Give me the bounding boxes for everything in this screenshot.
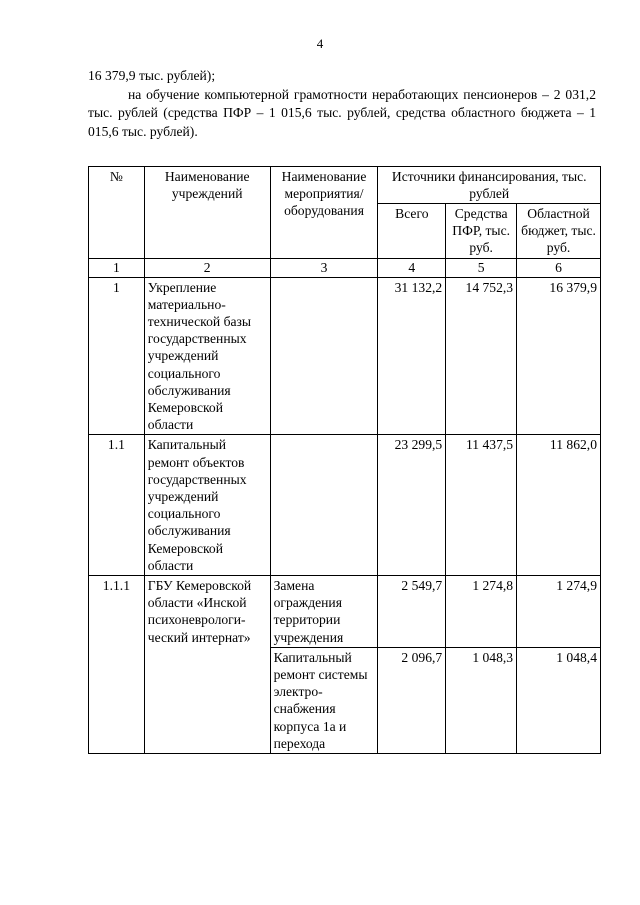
table-row — [89, 576, 601, 648]
intro-line: 16 379,9 тыс. рублей); — [88, 68, 216, 83]
column-number-row — [89, 258, 601, 277]
row-event — [270, 435, 378, 576]
row-num: 1.1.1 — [89, 576, 145, 754]
row-event — [270, 277, 378, 435]
table-row — [89, 435, 601, 576]
row-total: 2 096,7 — [378, 647, 446, 753]
header-regional: Областной бюджет, тыс. руб. — [517, 204, 601, 259]
header-event: Наименование мероприятия/ оборудования — [270, 167, 378, 259]
header-institution: Наименование учреждений — [144, 167, 270, 259]
row-num: 1 — [89, 277, 145, 435]
row-pfr: 14 752,3 — [446, 277, 517, 435]
row-regional: 1 048,4 — [517, 647, 601, 753]
financing-table — [88, 166, 601, 754]
row-total: 31 132,2 — [378, 277, 446, 435]
header-row — [89, 167, 601, 204]
intro-text — [88, 67, 596, 141]
intro-paragraph: на обучение компьютерной грамотности неработающих пенсионеров – 2 031,2 тыс. рублей (средства ПФР – 1 015,6 тыс. рублей, средства областного бюджета – 1 015,6 тыс. рублей). — [88, 86, 596, 139]
row-regional: 16 379,9 — [517, 277, 601, 435]
column-number: 3 — [270, 258, 378, 277]
column-number: 6 — [517, 258, 601, 277]
row-pfr: 1 048,3 — [446, 647, 517, 753]
column-number: 2 — [144, 258, 270, 277]
page-number: 4 — [316, 36, 324, 51]
header-sources: Источники финансирования, тыс. рублей — [378, 167, 601, 204]
header-pfr: Средства ПФР, тыс. руб. — [446, 204, 517, 259]
column-number: 4 — [378, 258, 446, 277]
row-num: 1.1 — [89, 435, 145, 576]
row-institution: Укрепление материально-технической базы государственных учреждений социального обслуживания Кемеровской области — [144, 277, 270, 435]
row-pfr: 11 437,5 — [446, 435, 517, 576]
row-total: 23 299,5 — [378, 435, 446, 576]
column-number: 5 — [446, 258, 517, 277]
row-regional: 11 862,0 — [517, 435, 601, 576]
header-num: № — [89, 167, 145, 259]
row-institution: ГБУ Кемеровской области «Инской психоневрологи-ческий интернат» — [144, 576, 270, 754]
header-total: Всего — [378, 204, 446, 259]
row-event: Замена ограждения территории учреждения — [270, 576, 378, 648]
column-number: 1 — [89, 258, 145, 277]
row-pfr: 1 274,8 — [446, 576, 517, 648]
row-regional: 1 274,9 — [517, 576, 601, 648]
row-event: Капитальный ремонт системы электро-снабжения корпуса 1а и перехода — [270, 647, 378, 753]
table-row — [89, 277, 601, 435]
row-total: 2 549,7 — [378, 576, 446, 648]
row-institution: Капитальный ремонт объектов государственных учреждений социального обслуживания Кемеровской области — [144, 435, 270, 576]
